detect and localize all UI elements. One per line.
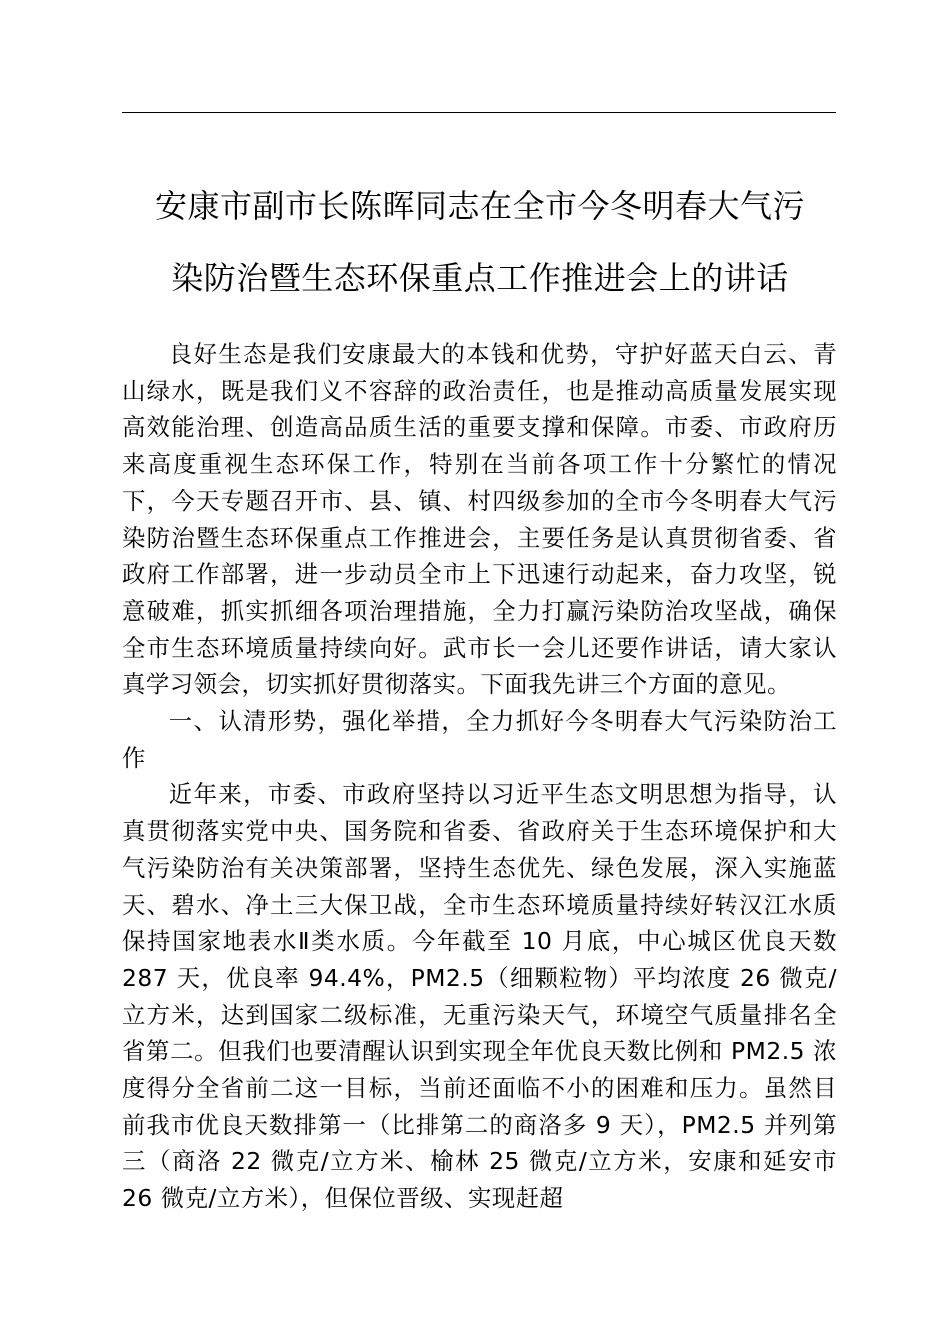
title-line-2: 染防治暨生态环保重点工作推进会上的讲话 [171, 259, 789, 297]
document-title [110, 170, 850, 314]
title-line-1: 安康市副市长陈晖同志在全市今冬明春大气污 [154, 187, 805, 225]
paragraph-intro: 良好生态是我们安康最大的本钱和优势，守护好蓝天白云、青山绿水，既是我们义不容辞的政治责任，也是推动高质量发展实现高效能治理、创造高品质生活的重要支撑和保障。市委、市政府历来高度重视生态环保工作，特别在当前各项工作十分繁忙的情况下，今天专题召开市、县、镇、村四级参加的全市今冬明春大气污染防治暨生态环保重点工作推进会，主要任务是认真贯彻省委、省政府工作部署，进一步动员全市上下迅速行动起来，奋力攻坚，锐意破难，抓实抓细各项治理措施，全力打赢污染防治攻坚战，确保全市生态环境质量持续向好。武市长一会儿还要作讲话，请大家认真学习领会，切实抓好贯彻落实。下面我先讲三个方面的意见。 [122, 340, 837, 699]
paragraph-situation: 近年来，市委、市政府坚持以习近平生态文明思想为指导，认真贯彻落实党中央、国务院和省委、省政府关于生态环境保护和大气污染防治有关决策部署，坚持生态优先、绿色发展，深入实施蓝天、碧水、净土三大保卫战，全市生态环境质量持续好转汉江水质保持国家地表水Ⅱ类水质。今年截至 10 月底，中心城区优良天数 287 天，优良率 94.4%，PM2.5（细颗粒物）平均浓度 26 微克/立方米，达到国家二级标准，无重污染天气，环境空气质量排名全省第二。但我们也要清醒认识到实现全年优良天数比例和 PM2.5 浓度得分全省前二这一目标，当前还面临不小的困难和压力。虽然目前我市优良天数排第一（比排第二的商洛多 9 天），PM2.5 并列第三（商洛 22 微克/立方米、榆林 25 微克/立方米，安康和延安市 26 微克/立方米），但保位晋级、实现赶超 [122, 780, 837, 1213]
document-body [122, 336, 837, 1217]
section-heading-1: 一、认清形势，强化举措，全力抓好今冬明春大气污染防治工作 [122, 707, 837, 772]
header-rule [122, 112, 836, 113]
